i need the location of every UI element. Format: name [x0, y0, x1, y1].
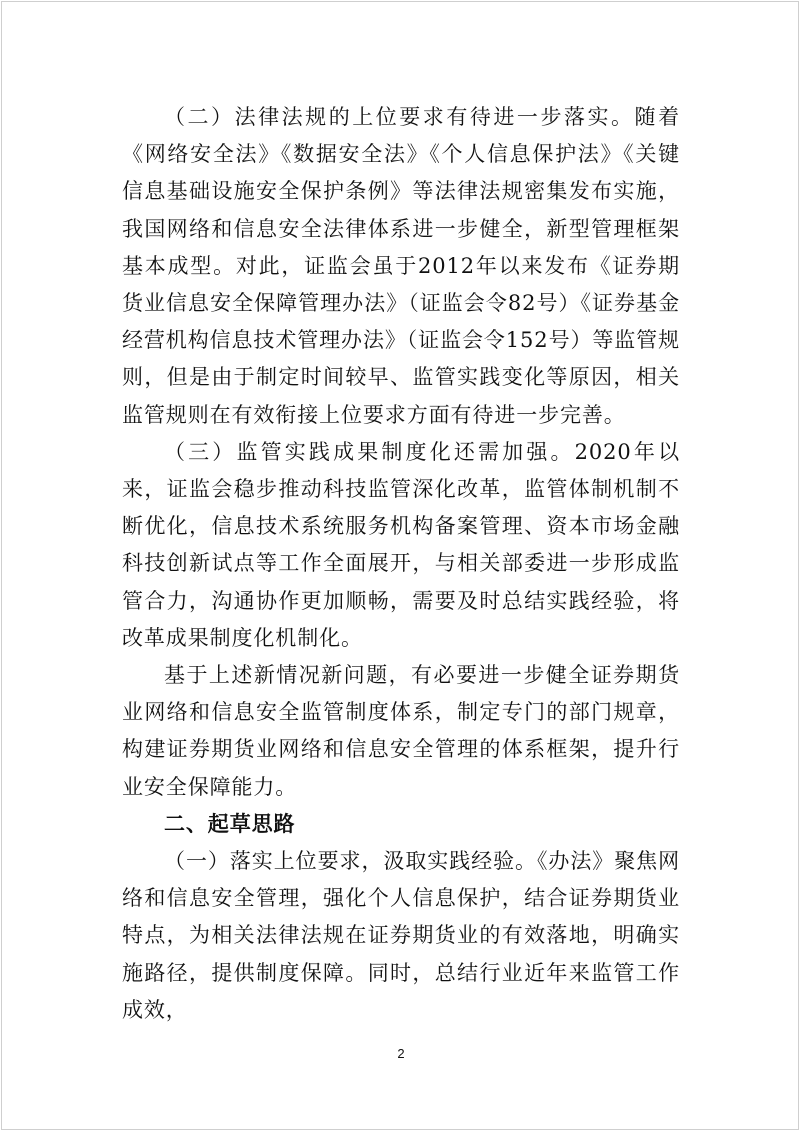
paragraph-regulatory-practice: （三）监管实践成果制度化还需加强。2020年以来，证监会稳步推动科技监管深化改革，监管体制机制不断优化，信息技术系统服务机构备案管理、资本市场金融科技创新试点等工作全面展开，与相关部委进一步形成监管合力，沟通协作更加顺畅，需要及时总结实践经验，将改革成果制度化机制化。	[122, 439, 680, 650]
paragraph-legal-requirements: （二）法律法规的上位要求有待进一步落实。随着《网络安全法》《数据安全法》《个人信息保护法》《关键信息基础设施安全保护条例》等法律法规密集发布实施，我国网络和信息安全法律体系进一步健全，新型管理框架基本成型。对此，证监会虽于2012年以来发布《证券期货业信息安全保障管理办法》（证监会令82号）《证券基金经营机构信息技术管理办法》（证监会令152号）等监管规则，但是由于制定时间较早、监管实践变化等原因，相关监管规则在有效衔接上位要求方面有待进一步完善。	[122, 105, 680, 427]
section-heading: 二、起草思路	[164, 811, 296, 836]
page-number: 2	[397, 1046, 405, 1061]
document-body	[122, 99, 680, 1029]
paragraph-conclusion: 基于上述新情况新问题，有必要进一步健全证券期货业网络和信息安全监管制度体系，制定专门的部门规章，构建证券期货业网络和信息安全管理的体系框架，提升行业安全保障能力。	[122, 663, 680, 799]
paragraph-drafting-approach: （一）落实上位要求，汲取实践经验。《办法》聚焦网络和信息安全管理，强化个人信息保护，结合证券期货业特点，为相关法律法规在证券期货业的有效落地，明确实施路径，提供制度保障。同时，总结行业近年来监管工作成效，	[122, 849, 680, 1022]
